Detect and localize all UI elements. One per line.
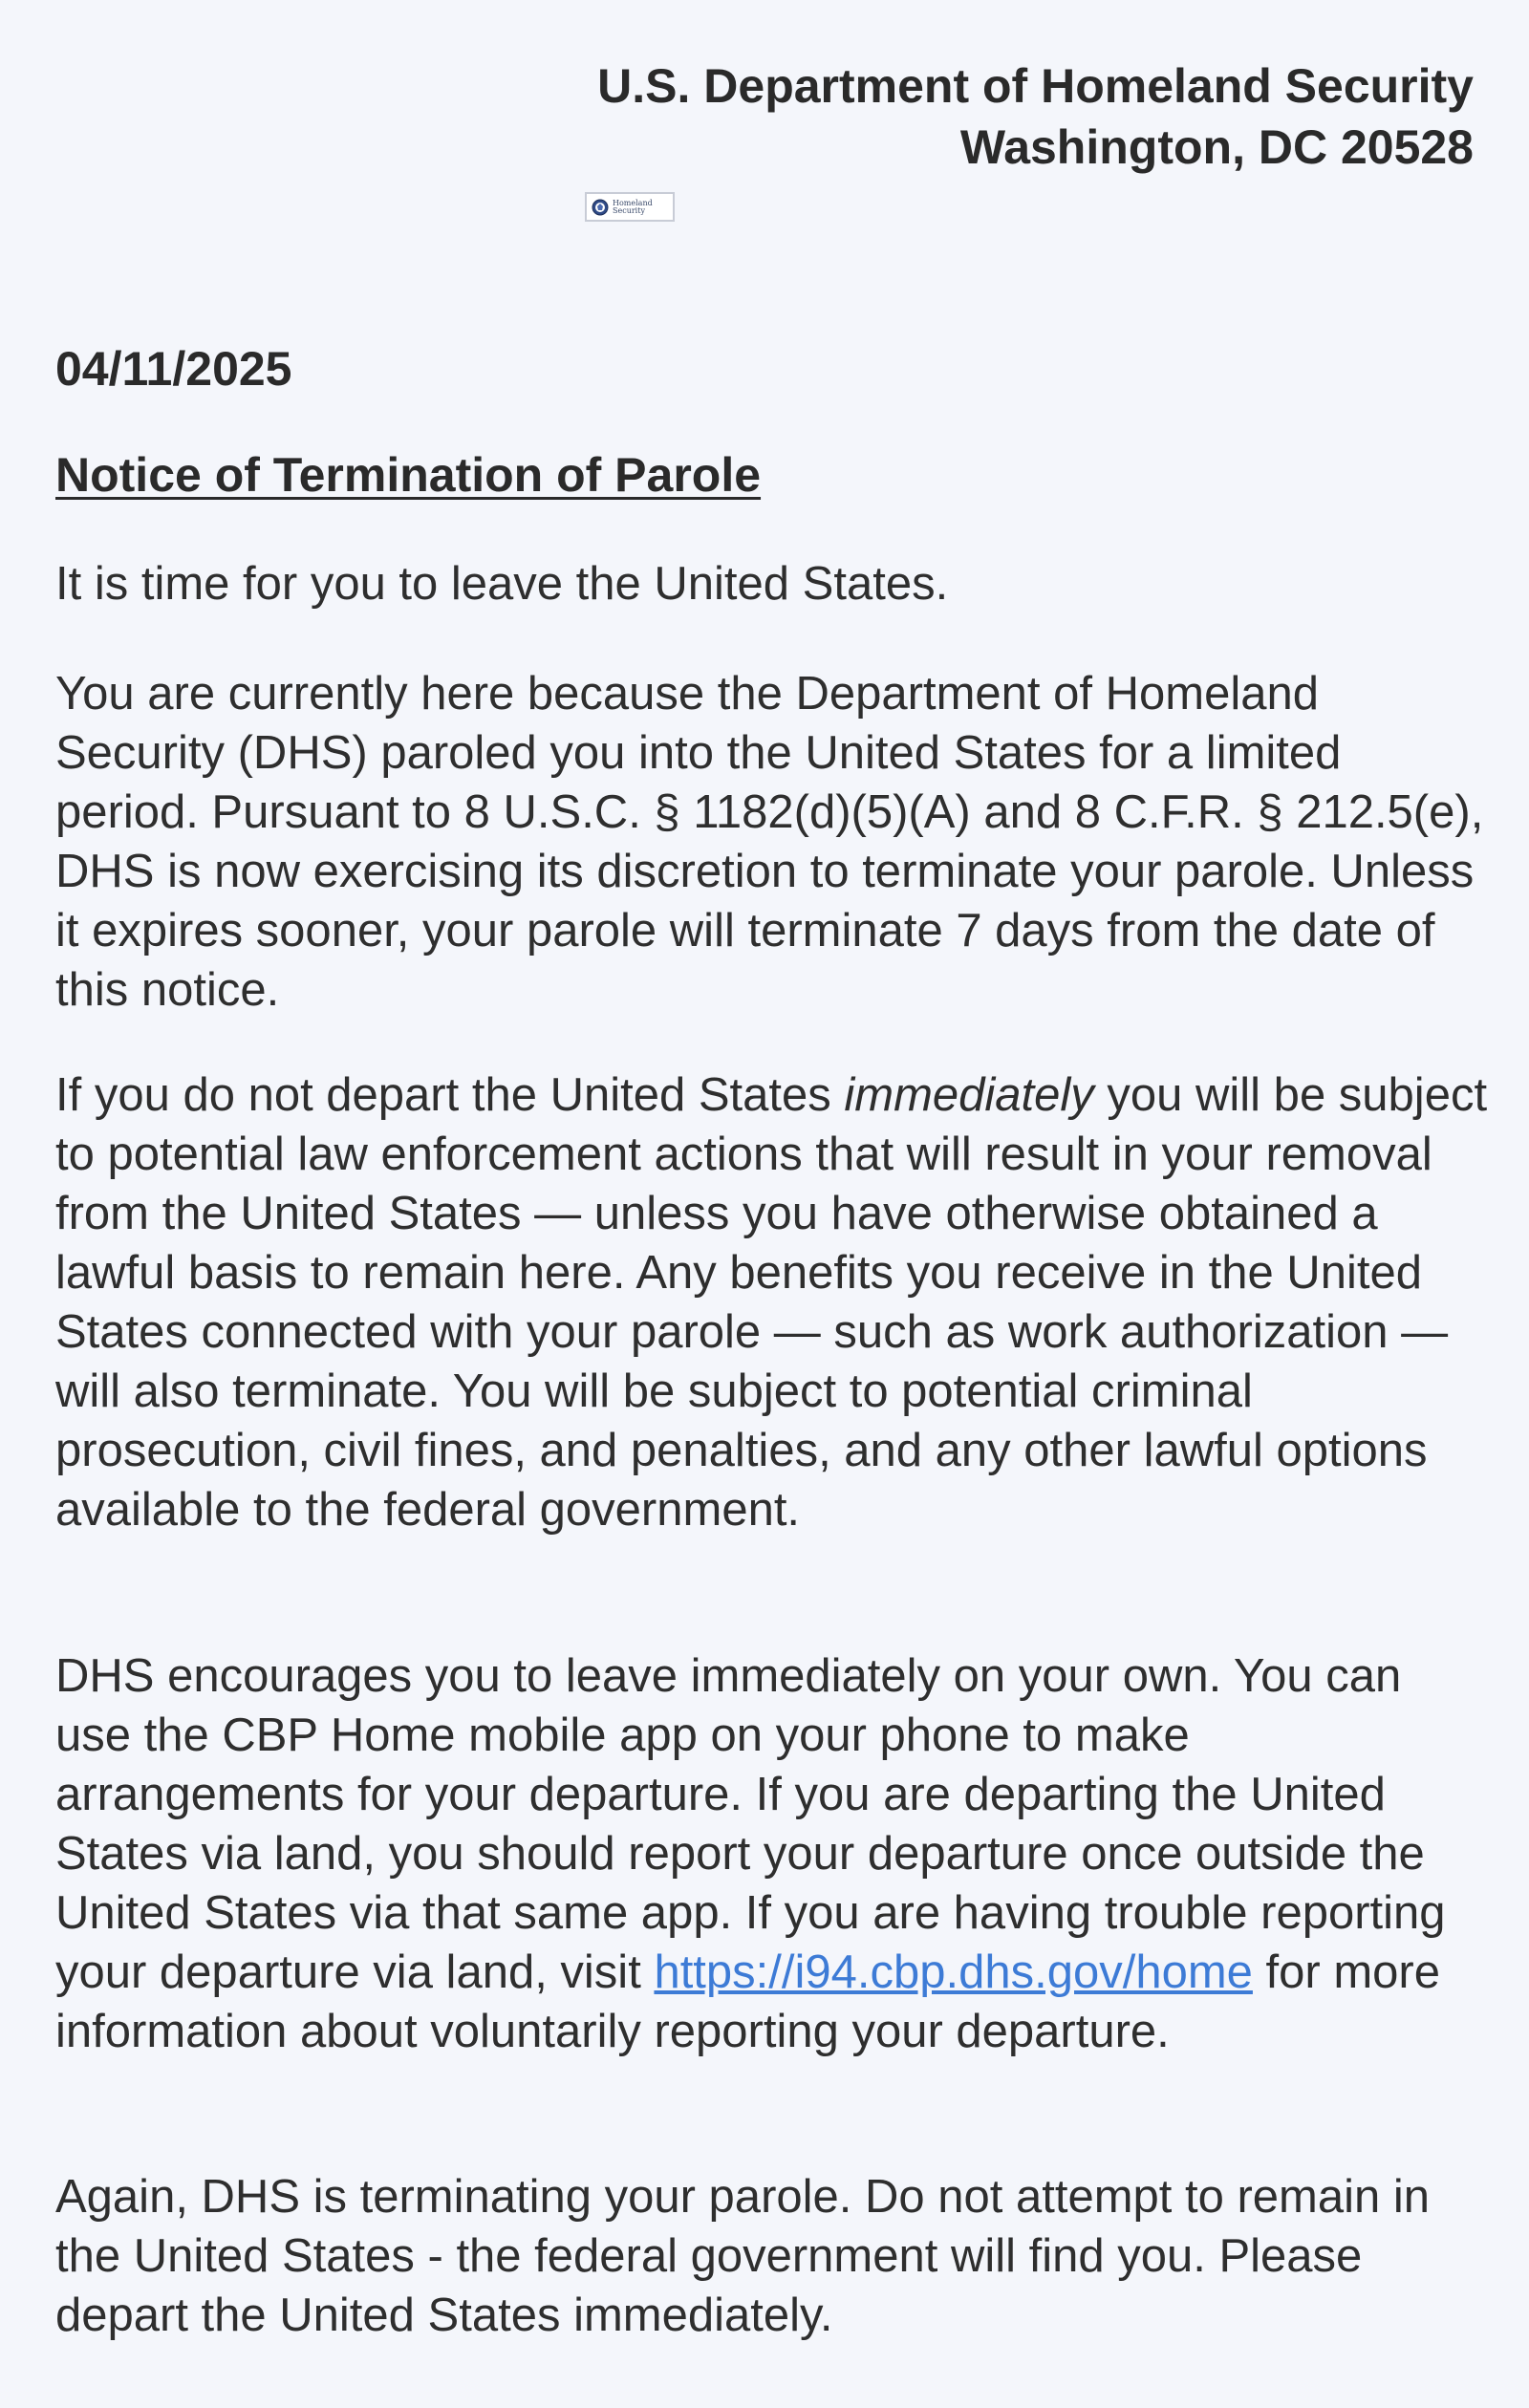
i94-link[interactable]: https://i94.cbp.dhs.gov/home [654,1946,1253,1998]
paragraph-5: Again, DHS is terminating your parole. Do not attempt to remain in the United States - the federal government will find you. Please depart the United States immediately. [55,2171,1431,2341]
dhs-logo-text: Homeland Security [613,198,653,215]
notice-date: 04/11/2025 [55,342,292,396]
paragraph-1: It is time for you to leave the United States. [55,558,949,610]
paragraph-2: You are currently here because the Department of Homeland Security (DHS) paroled you into the United States for a limited period. Pursuant to 8 U.S.C. § 1182(d)(5)(A) and 8 C.F.R. § 212.5(e), DHS is now exercising its discretion to terminate your parole. Unless it expires sooner, your parole will terminate 7 days from the date of this notice. [55,668,1484,1016]
paragraph-4 [55,1646,1489,2061]
notice-title: Notice of Termination of Parole [55,448,762,502]
dhs-seal-icon [592,199,609,216]
letterhead-address: Washington, DC 20528 [959,120,1474,174]
paragraph-3-text-start: If you do not depart the United States [55,1069,845,1121]
paragraph-3 [55,1065,1489,1539]
paragraph-4-text-end: for more information about voluntarily reporting your departure. [55,1946,1440,2057]
letterhead-department: U.S. Department of Homeland Security [597,59,1474,113]
paragraph-3-text-end: you will be subject to potential law enforcement actions that will result in your removal from the United States — unless you have otherwise obtained a lawful basis to remain here. Any benefits you receive in the United States connected with your parole — such as work authorization — will also terminate. You will be subject to potential criminal prosecution, civil fines, and penalties, and any other lawful options available to the federal government. [55,1069,1488,1536]
dhs-logo [585,192,675,222]
paragraph-4-text-start: DHS encourages you to leave immediately on your own. You can use the CBP Home mobile app on your phone to make arrangements for your departure. If you are departing the United States via land, you should report your departure once outside the United States via that same app. If you are having trouble reporting your departure via land, visit [55,1650,1446,1998]
paragraph-3-emphasis: immediately [844,1069,1094,1121]
letterhead [597,55,1474,178]
